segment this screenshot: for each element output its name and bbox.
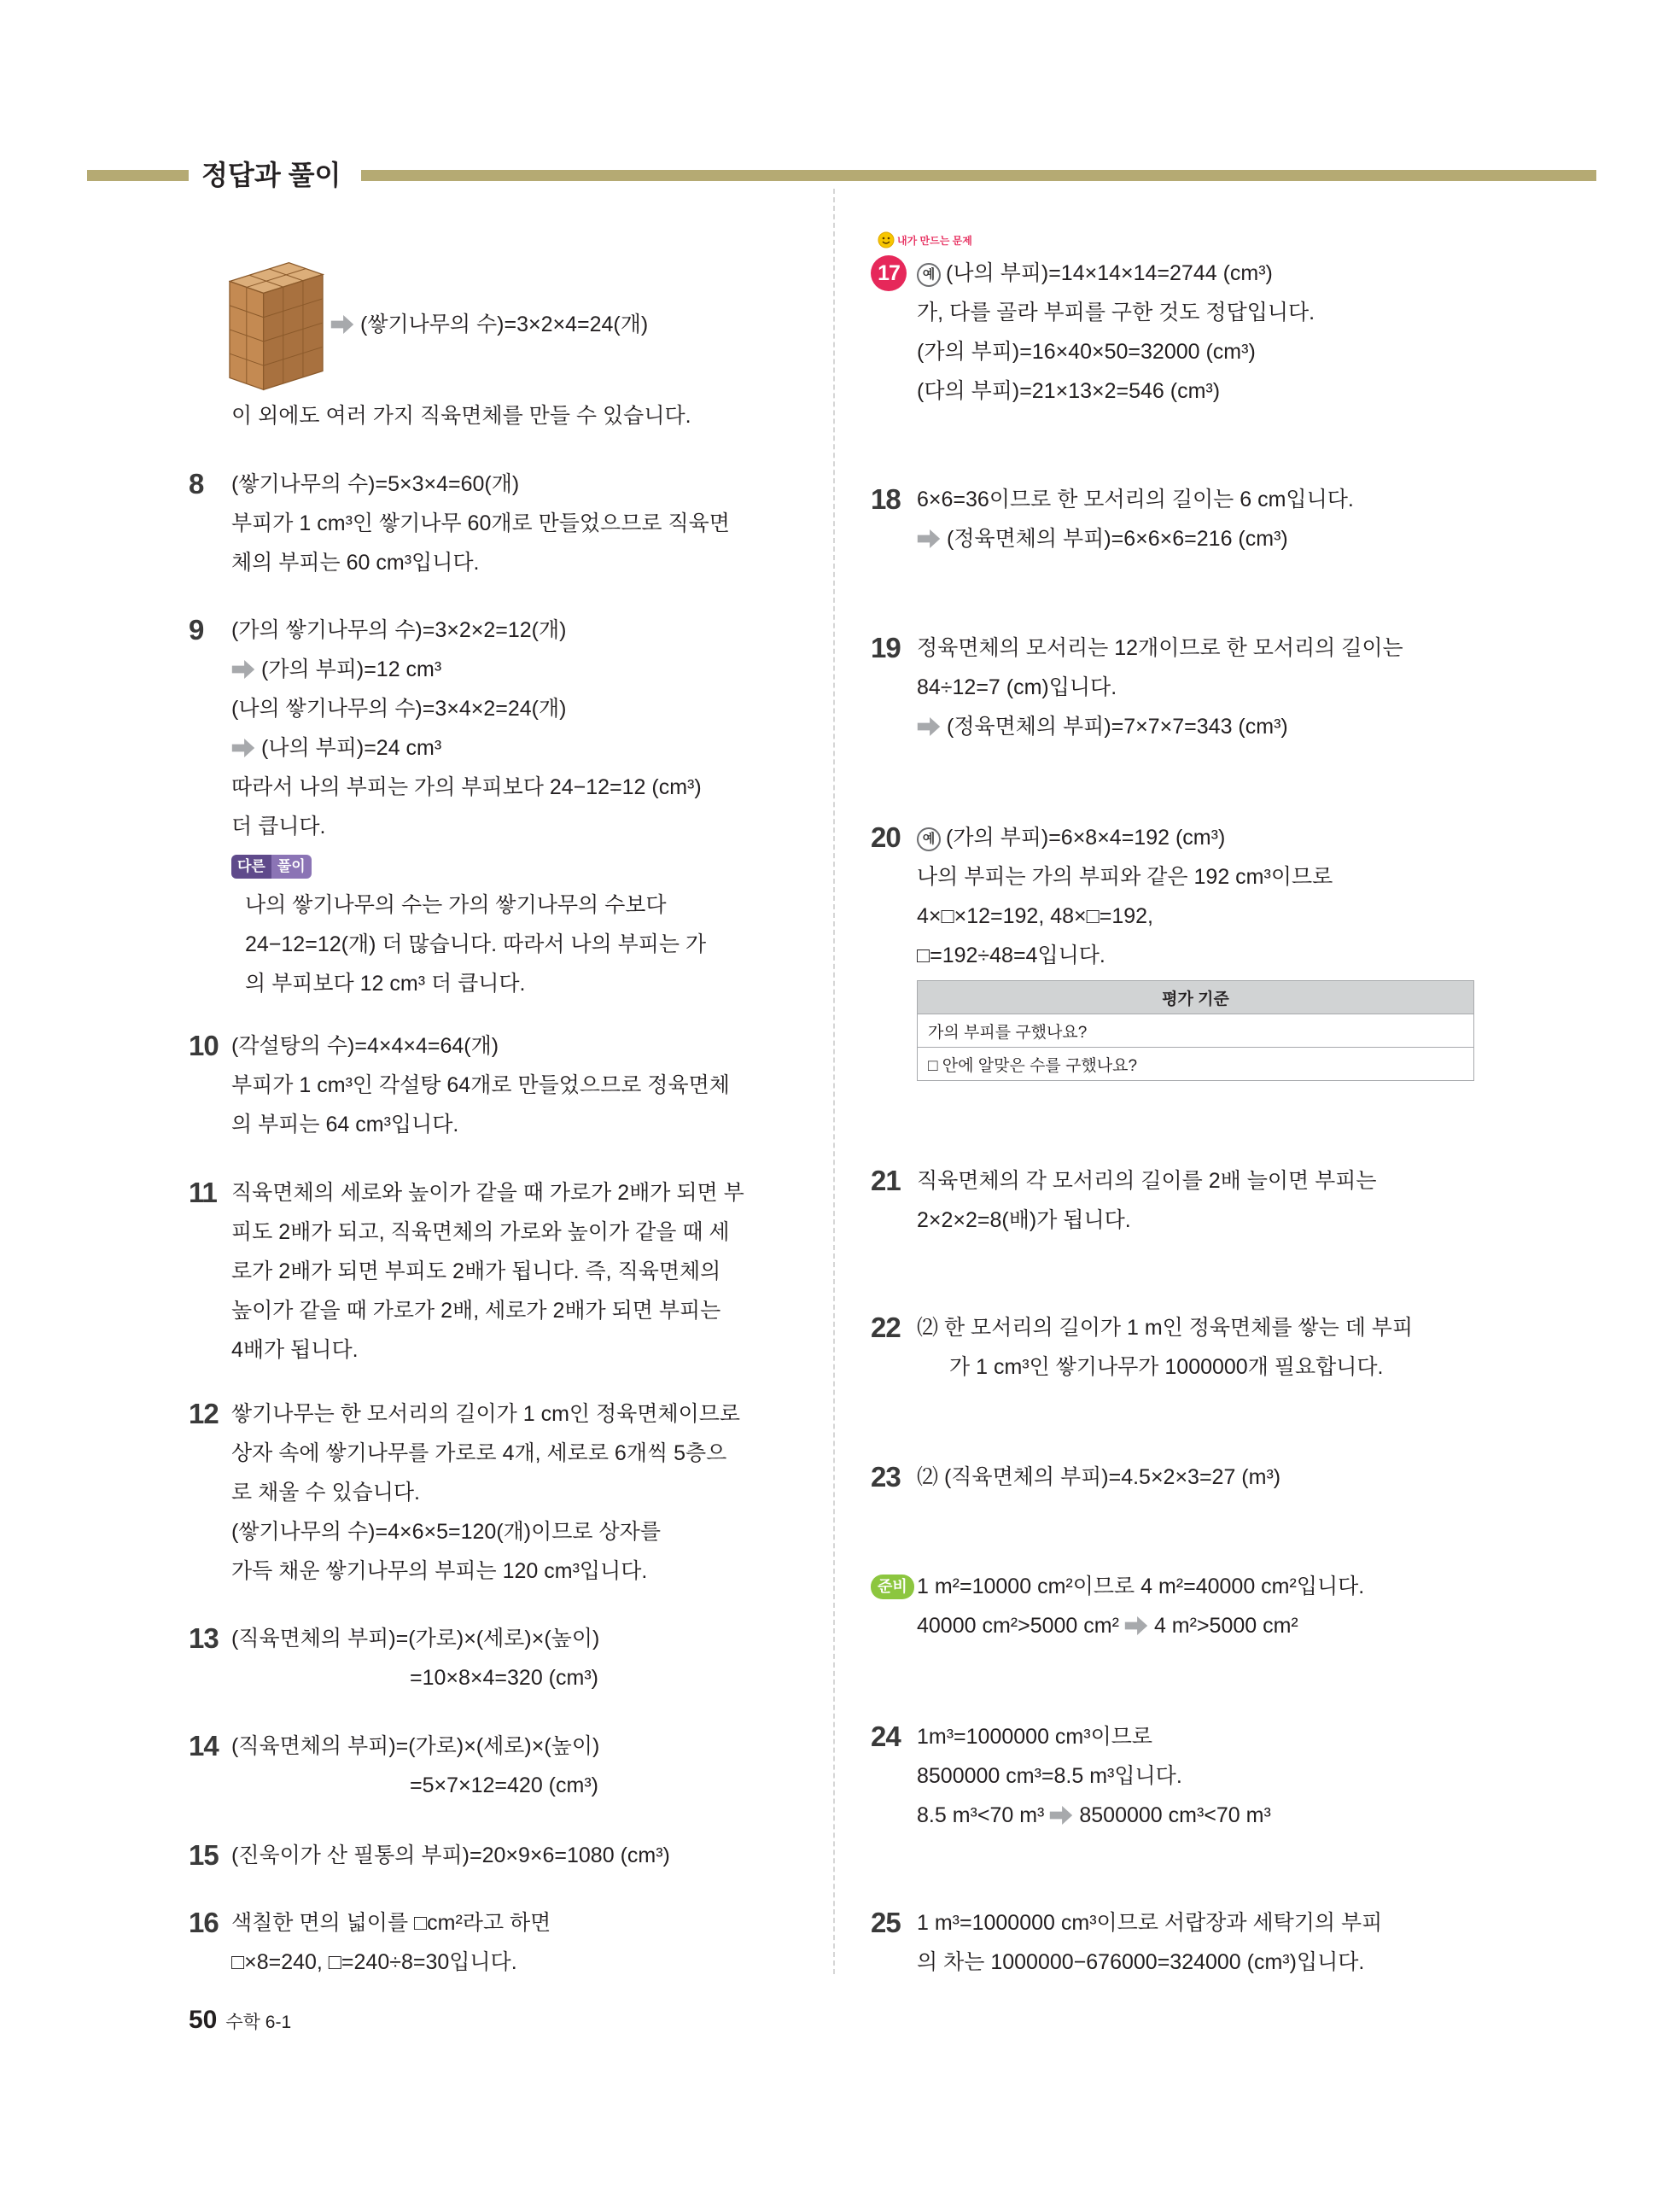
answer-text: (정육면체의 부피)=7×7×7=343 (cm³) bbox=[947, 715, 1288, 739]
answer-line: (진욱이가 산 필통의 부피)=20×9×6=1080 (cm³) bbox=[231, 1843, 670, 1867]
answer-text: (가의 부피)=6×8×4=192 (cm³) bbox=[946, 826, 1226, 850]
arrow-right-icon bbox=[330, 315, 354, 334]
question-number: 15 bbox=[189, 1839, 219, 1871]
answer-text: (쌓기나무의 수)=3×2×4=24(개) bbox=[360, 313, 649, 336]
question-number: 13 bbox=[189, 1622, 219, 1654]
question-number-badge: 17 bbox=[871, 255, 907, 291]
answer-text: (나의 부피)=24 cm³ bbox=[261, 736, 442, 760]
arrow-right-icon bbox=[231, 660, 255, 679]
question-number: 14 bbox=[189, 1730, 219, 1762]
answer-line: 부피가 1 cm³인 각설탕 64개로 만들었으므로 정육면체 bbox=[231, 1073, 730, 1097]
question-number: 19 bbox=[871, 632, 901, 663]
table-row bbox=[918, 1014, 1474, 1048]
answer-line: 나의 쌓기나무의 수는 가의 쌓기나무의 수보다 bbox=[245, 893, 667, 917]
answer-16 bbox=[189, 1903, 795, 1982]
answer-line bbox=[917, 818, 1485, 857]
answer-line bbox=[231, 728, 795, 768]
answer-line: 더 큽니다. bbox=[231, 815, 326, 838]
answer-18 bbox=[871, 480, 1485, 558]
answer-line: 부피가 1 cm³인 쌓기나무 60개로 만들었으므로 직육면 bbox=[231, 511, 730, 535]
answer-line: 가득 채운 쌓기나무의 부피는 120 cm³입니다. bbox=[231, 1559, 648, 1583]
answer-25 bbox=[871, 1903, 1485, 1982]
question-number: 9 bbox=[189, 614, 204, 646]
answer-line: 나의 부피는 가의 부피와 같은 192 cm³이므로 bbox=[917, 865, 1333, 889]
answer-text: (나의 부피)=14×14×14=2744 (cm³) bbox=[946, 261, 1273, 285]
question-number: 10 bbox=[189, 1030, 219, 1061]
answer-line: 직육면체의 세로와 높이가 같을 때 가로가 2배가 되면 부 bbox=[231, 1181, 744, 1205]
table-row bbox=[918, 1048, 1474, 1081]
answer-line: 가 1 cm³인 쌓기나무가 1000000개 필요합니다. bbox=[949, 1355, 1384, 1379]
cube-stack-image bbox=[229, 260, 324, 393]
rubric-criterion: 가의 부피를 구했나요? bbox=[918, 1014, 1474, 1048]
answer-line: 직육면체의 각 모서리의 길이를 2배 늘이면 부피는 bbox=[917, 1169, 1377, 1193]
answer-8 bbox=[189, 464, 795, 582]
book-title: 수학 6-1 bbox=[225, 2013, 292, 2032]
answer-line: (나의 쌓기나무의 수)=3×4×2=24(개) bbox=[231, 697, 567, 721]
answer-12 bbox=[189, 1394, 795, 1591]
answer-22 bbox=[871, 1308, 1485, 1387]
answer-line: □=192÷48=4입니다. bbox=[917, 944, 1105, 967]
my-problem-label: 내가 만드는 문제 bbox=[897, 234, 972, 247]
alt-badge-label: 풀이 bbox=[271, 855, 312, 879]
answer-line: 로 채울 수 있습니다. bbox=[231, 1481, 420, 1504]
answer-9 bbox=[189, 611, 795, 1003]
alt-solution-row bbox=[231, 846, 795, 885]
answer-line: 의 차는 1000000−676000=324000 (cm³)입니다. bbox=[917, 1950, 1365, 1974]
answer-line: (가의 부피)=16×40×50=32000 (cm³) bbox=[917, 340, 1256, 364]
answer-line: 24−12=12(개) 더 많습니다. 따라서 나의 부피는 가 bbox=[245, 932, 707, 956]
answer-line: (직육면체의 부피)=(가로)×(세로)×(높이) bbox=[231, 1734, 600, 1758]
answer-line: (쌓기나무의 수)=4×6×5=120(개)이므로 상자를 bbox=[231, 1520, 661, 1544]
answer-line bbox=[330, 305, 648, 344]
header-bar-left bbox=[87, 170, 189, 181]
question-number: 16 bbox=[189, 1907, 219, 1938]
answer-text: (정육면체의 부피)=6×6×6=216 (cm³) bbox=[947, 527, 1288, 551]
answer-line: 피도 2배가 되고, 직육면체의 가로와 높이가 같을 때 세 bbox=[231, 1220, 730, 1244]
answer-21 bbox=[871, 1161, 1485, 1240]
answer-line bbox=[917, 1606, 1485, 1645]
answer-line: 색칠한 면의 넓이를 □cm²라고 하면 bbox=[231, 1911, 551, 1935]
answer-line: 6×6=36이므로 한 모서리의 길이는 6 cm입니다. bbox=[917, 488, 1354, 511]
question-number: 18 bbox=[871, 483, 901, 515]
page-number: 50 bbox=[189, 2006, 218, 2034]
answer-13 bbox=[189, 1619, 795, 1697]
alt-badge-label: 다른 bbox=[231, 855, 271, 879]
answer-text: (가의 부피)=12 cm³ bbox=[261, 657, 442, 681]
answer-line: (다의 부피)=21×13×2=546 (cm³) bbox=[917, 379, 1221, 403]
answer-line: ⑵ 한 모서리의 길이가 1 m인 정육면체를 쌓는 데 부피 bbox=[917, 1316, 1414, 1340]
answer-line: 2×2×2=8(배)가 됩니다. bbox=[917, 1208, 1131, 1232]
answer-19 bbox=[871, 628, 1485, 746]
answer-line: 정육면체의 모서리는 12개이므로 한 모서리의 길이는 bbox=[917, 636, 1403, 660]
answer-line: 체의 부피는 60 cm³입니다. bbox=[231, 551, 480, 575]
answer-text: 8500000 cm³<70 m³ bbox=[1079, 1803, 1271, 1827]
answer-line: (가의 쌓기나무의 수)=3×2×2=12(개) bbox=[231, 618, 567, 642]
answer-20 bbox=[871, 818, 1485, 975]
answer-10 bbox=[189, 1026, 795, 1144]
arrow-right-icon bbox=[1049, 1806, 1073, 1825]
answer-line: ⑵ (직육면체의 부피)=4.5×2×3=27 (m³) bbox=[917, 1465, 1281, 1489]
answer-line: 가, 다를 골라 부피를 구한 것도 정답입니다. bbox=[917, 301, 1315, 324]
answer-line bbox=[231, 650, 795, 689]
page-footer bbox=[189, 2003, 291, 2040]
answer-line: 쌓기나무는 한 모서리의 길이가 1 cm인 정육면체이므로 bbox=[231, 1402, 741, 1426]
answer-prep bbox=[871, 1567, 1485, 1645]
my-problem-tag bbox=[878, 231, 972, 250]
answer-24 bbox=[871, 1717, 1485, 1835]
answer-line: 의 부피보다 12 cm³ 더 큽니다. bbox=[245, 972, 526, 996]
example-badge: 예 bbox=[917, 263, 941, 287]
question-number: 12 bbox=[189, 1398, 219, 1429]
answer-line: 4×□×12=192, 48×□=192, bbox=[917, 904, 1153, 928]
smiley-icon bbox=[878, 231, 895, 248]
answer-line: 1 m²=10000 cm²이므로 4 m²=40000 cm²입니다. bbox=[917, 1575, 1365, 1598]
answer-line: 1 m³=1000000 cm³이므로 서랍장과 세탁기의 부피 bbox=[917, 1911, 1383, 1935]
answer-14 bbox=[189, 1727, 795, 1805]
question-number: 24 bbox=[871, 1721, 901, 1752]
rubric-table bbox=[917, 980, 1474, 1081]
question-number: 22 bbox=[871, 1312, 901, 1343]
page-title: 정답과 풀이 bbox=[201, 160, 341, 190]
arrow-right-icon bbox=[231, 739, 255, 757]
answer-17 bbox=[871, 254, 1485, 411]
answer-15 bbox=[189, 1836, 795, 1875]
answer-line: (각설탕의 수)=4×4×4=64(개) bbox=[231, 1034, 499, 1058]
answer-line bbox=[917, 519, 1485, 558]
question-number: 20 bbox=[871, 821, 901, 853]
question-number: 21 bbox=[871, 1165, 901, 1196]
answer-line bbox=[917, 254, 1485, 293]
answer-line: =10×8×4=320 (cm³) bbox=[410, 1666, 598, 1690]
answer-text: 8.5 m³<70 m³ bbox=[917, 1803, 1045, 1827]
answer-line: (직육면체의 부피)=(가로)×(세로)×(높이) bbox=[231, 1627, 600, 1651]
question-number: 11 bbox=[189, 1177, 217, 1208]
answer-line: 의 부피는 64 cm³입니다. bbox=[231, 1113, 459, 1136]
answer-line: □×8=240, □=240÷8=30입니다. bbox=[231, 1950, 517, 1974]
rubric-header-row bbox=[918, 981, 1474, 1014]
column-divider bbox=[833, 189, 835, 1974]
answer-text: 40000 cm²>5000 cm² bbox=[917, 1614, 1119, 1638]
answer-line: =5×7×12=420 (cm³) bbox=[410, 1773, 598, 1797]
answer-line: 로가 2배가 되면 부피도 2배가 됩니다. 즉, 직육면체의 bbox=[231, 1259, 721, 1283]
answer-line: 8500000 cm³=8.5 m³입니다. bbox=[917, 1764, 1182, 1788]
answer-line: (쌓기나무의 수)=5×3×4=60(개) bbox=[231, 472, 520, 496]
arrow-right-icon bbox=[917, 529, 941, 548]
rubric-header: 평가 기준 bbox=[918, 981, 1474, 1014]
answer-11 bbox=[189, 1173, 795, 1370]
question-number: 25 bbox=[871, 1907, 901, 1938]
answer-text: 4 m²>5000 cm² bbox=[1153, 1614, 1298, 1638]
answer-line: 상자 속에 쌓기나무를 가로로 4개, 세로로 6개씩 5층으 bbox=[231, 1441, 727, 1465]
answer-line: 이 외에도 여러 가지 직육면체를 만들 수 있습니다. bbox=[231, 404, 691, 428]
prep-badge: 준비 bbox=[871, 1575, 914, 1599]
answer-line: 84÷12=7 (cm)입니다. bbox=[917, 675, 1117, 699]
question-number: 8 bbox=[189, 468, 204, 500]
question-number: 23 bbox=[871, 1461, 901, 1493]
answer-line: 4배가 됩니다. bbox=[231, 1338, 359, 1362]
answer-line: 1m³=1000000 cm³이므로 bbox=[917, 1725, 1153, 1749]
rubric-criterion: □ 안에 알맞은 수를 구했나요? bbox=[918, 1048, 1474, 1081]
answer-23 bbox=[871, 1458, 1485, 1497]
arrow-right-icon bbox=[1124, 1616, 1148, 1635]
answer-line bbox=[917, 1796, 1485, 1835]
answer-line: 높이가 같을 때 가로가 2배, 세로가 2배가 되면 부피는 bbox=[231, 1299, 721, 1323]
header-bar-right bbox=[361, 170, 1596, 181]
answer-line: 따라서 나의 부피는 가의 부피보다 24−12=12 (cm³) bbox=[231, 775, 702, 799]
arrow-right-icon bbox=[917, 717, 941, 736]
answer-line bbox=[917, 707, 1485, 746]
alt-solution-badge bbox=[231, 855, 312, 879]
example-badge: 예 bbox=[917, 827, 941, 851]
